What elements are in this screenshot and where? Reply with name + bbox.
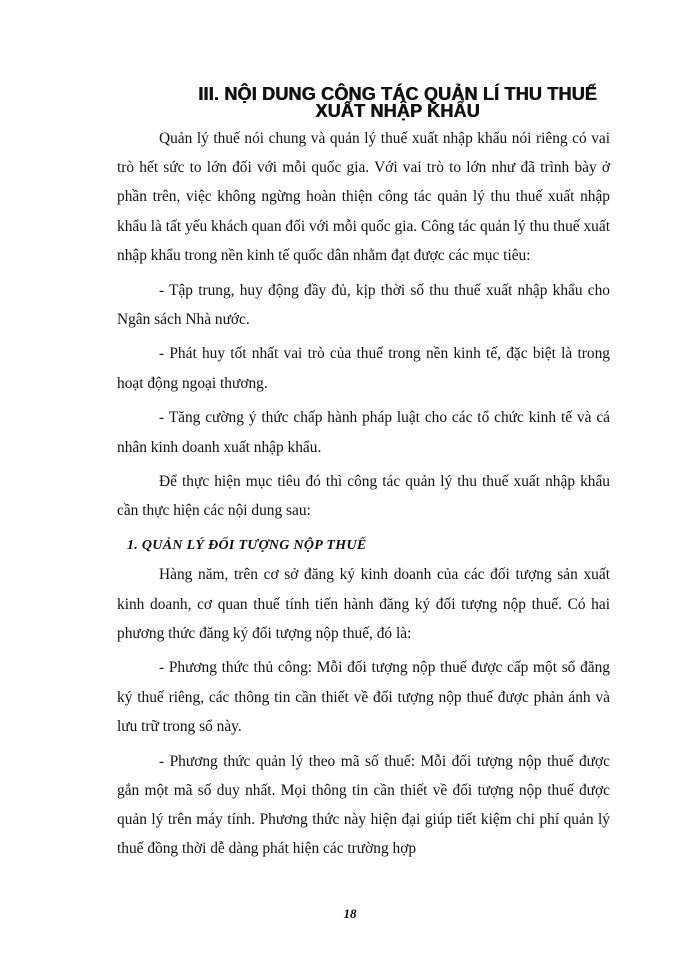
section-heading (170, 86, 625, 120)
paragraph-registration: Hàng năm, trên cơ sở đăng ký kinh doanh của các đối tượng sản xuất kinh doanh, cơ quan thuế tính tiến hành đăng ký đối tượng nộp thuế. Có hai phương thức đăng ký đối tượng nộp thuế, đó là: (117, 566, 610, 642)
paragraph-tax-code-method: - Phương thức quản lý theo mã số thuế: Mỗi đối tượng nộp thuế được gắn một mã số duy nhất. Mọi thông tin cần thiết về đối tượng nộp thuế được quản lý trên máy tính. Phương thức này hiện đại giúp tiết kiệm chi phí quản lý thuế đồng thời dễ dàng phát hiện các trường hợp (117, 752, 610, 858)
paragraph-intro: Quản lý thuế nói chung và quản lý thuế xuất nhập khẩu nói riêng có vai trò hết sức to lớn đối với mỗi quốc gia. Với vai trò to lớn như đã trình bày ở phần trên, việc không ngừng hoàn thiện công tác quản lý thu thuế xuất nhập khẩu là tất yếu khách quan đối với mỗi quốc gia. Công tác quản lý thu thuế xuất nhập khẩu trong nền kinh tế quốc dân nhằm đạt được các mục tiêu: (117, 130, 610, 264)
paragraph-manual-method: - Phương thức thủ công: Mỗi đối tượng nộp thuế được cấp một sổ đăng ký thuế riêng, các thông tin cần thiết về đối tượng nộp thuế được phản ánh và lưu trữ trong sổ này. (117, 659, 610, 735)
section-heading-line-2: XUẤT NHẬP KHẨU (315, 101, 480, 121)
paragraph-goal-1: - Tập trung, huy động đầy đủ, kịp thời số thu thuế xuất nhập khẩu cho Ngân sách Nhà nước. (117, 281, 610, 328)
page-number: 18 (343, 906, 357, 921)
paragraph-goal-3: - Tăng cường ý thức chấp hành pháp luật cho các tổ chức kinh tế và cá nhân kinh doanh xuất nhập khẩu. (117, 409, 610, 456)
paragraph-content-intro: Để thực hiện mục tiêu đó thì công tác quản lý thu thuế xuất nhập khẩu cần thực hiện các nội dung sau: (117, 473, 610, 520)
section-heading-line-1: III. NỘI DUNG CÔNG TÁC QUẢN LÍ THU THUẾ (198, 84, 597, 104)
paragraph-goal-2: - Phát huy tốt nhất vai trò của thuế trong nền kinh tế, đặc biệt là trong hoạt động ngoại thương. (117, 345, 610, 392)
subsection-heading: 1. QUẢN LÝ ĐỐI TƯỢNG NỘP THUẾ (127, 538, 367, 554)
document-body (117, 124, 610, 869)
